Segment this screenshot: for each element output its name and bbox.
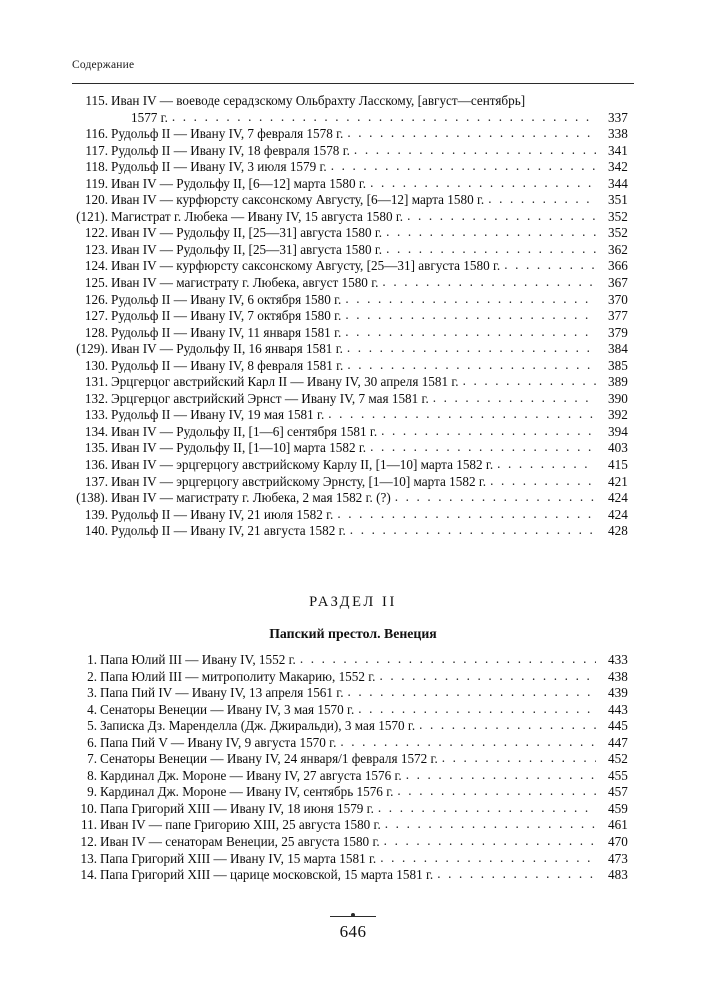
toc-entry-number: (138). <box>76 490 108 506</box>
toc-leader-dots <box>347 340 596 357</box>
toc-leader-dots <box>433 390 596 407</box>
toc-entry-number: 9. <box>87 784 97 800</box>
toc-entry-title: Иван IV — Рудольфу II, [25—31] августа 1580 г. <box>111 241 383 257</box>
toc-entry-number: 126. <box>84 291 108 307</box>
toc-entry[interactable] <box>72 292 634 309</box>
toc-leader-dots <box>328 406 596 423</box>
toc-entry-number: 1. <box>87 652 97 667</box>
toc-entry-number: 7. <box>87 751 97 767</box>
toc-entry[interactable] <box>72 143 634 160</box>
toc-entry-title: Иван IV — воеводе серадзскому Ольбрахту Ласскому, [август—сентябрь] <box>111 93 526 108</box>
toc-entry[interactable] <box>72 834 634 851</box>
toc-entry[interactable] <box>72 768 634 785</box>
toc-entry-page-number: 433 <box>608 652 628 667</box>
toc-entry-title: Рудольф II — Ивану IV, 3 июля 1579 г. <box>111 159 327 175</box>
toc-entry-number: 131. <box>84 374 108 390</box>
toc-entry-title: Сенаторы Венеции — Ивану IV, 24 января/1 февраля 1572 г. <box>100 751 438 767</box>
toc-entry-title: Кардинал Дж. Мороне — Ивану IV, 27 августа 1576 г. <box>100 767 402 783</box>
toc-leader-dots <box>463 373 596 390</box>
toc-entry[interactable] <box>72 867 634 884</box>
toc-entry[interactable] <box>72 685 634 702</box>
toc-entry-page-number: 438 <box>608 668 628 684</box>
toc-entry[interactable] <box>72 374 634 391</box>
toc-entry-number: 122. <box>84 225 108 241</box>
toc-entry-number: 14. <box>80 867 97 883</box>
toc-entry-title: Иван IV — Рудольфу II, 16 января 1581 г. <box>111 341 343 357</box>
toc-entry-title: Рудольф II — Ивану IV, 6 октября 1580 г. <box>111 291 342 307</box>
toc-entry-number: 125. <box>84 275 108 291</box>
toc-entry[interactable] <box>72 718 634 735</box>
toc-entry-page-number: 394 <box>608 423 628 439</box>
toc-entry-title: Рудольф II — Ивану IV, 7 октября 1580 г. <box>111 308 342 324</box>
toc-entry[interactable] <box>72 817 634 834</box>
toc-entry[interactable] <box>72 424 634 441</box>
toc-entry-page-number: 390 <box>608 390 628 406</box>
folio-ornament-icon <box>330 912 376 921</box>
toc-entry-page-number: 392 <box>608 407 628 423</box>
toc-entry-title: Рудольф II — Ивану IV, 8 февраля 1581 г. <box>111 357 344 373</box>
toc-leader-dots <box>395 489 596 506</box>
toc-entry-title: Магистрат г. Любека — Ивану IV, 15 августа 1580 г. <box>111 208 404 224</box>
toc-leader-dots <box>381 423 596 440</box>
toc-leader-dots <box>354 142 596 159</box>
toc-entry-number: 128. <box>84 324 108 340</box>
toc-leader-dots <box>497 456 596 473</box>
toc-entry-number: 140. <box>84 523 108 539</box>
toc-entry[interactable] <box>72 440 634 457</box>
toc-leader-dots <box>370 175 596 192</box>
toc-entry-continuation[interactable] <box>72 110 634 127</box>
toc-entry-title: Папа Григорий XIII — Ивану IV, 18 июня 1579 г. <box>100 800 374 816</box>
toc-entry-page-number: 428 <box>608 523 628 539</box>
toc-entry-title: Записка Дз. Маренделла (Дж. Джиральди), 3 мая 1570 г. <box>100 718 416 734</box>
toc-entry-number: (121). <box>76 208 108 224</box>
toc-entry-page-number: 424 <box>608 506 628 522</box>
toc-entry-number: 11. <box>81 817 97 833</box>
toc-entry-title: Иван IV — магистрату г. Любека, август 1580 г. <box>111 275 379 291</box>
toc-entry-title: Иван IV — сенаторам Венеции, 25 августа 1580 г. <box>100 834 380 850</box>
toc-entry-number: 117. <box>85 142 108 158</box>
toc-leader-dots <box>437 866 596 883</box>
toc-entry[interactable] <box>72 225 634 242</box>
toc-entry-number: 116. <box>85 126 108 142</box>
toc-entry-title: Иван IV — папе Григорию XIII, 25 августа 1580 г. <box>100 817 381 833</box>
toc-entry[interactable] <box>72 341 634 358</box>
toc-entry-page-number: 367 <box>608 275 628 291</box>
toc-entry[interactable] <box>72 490 634 507</box>
toc-leader-dots <box>397 783 596 800</box>
toc-entry-title: Сенаторы Венеции — Ивану IV, 3 мая 1570 г. <box>100 701 355 717</box>
toc-leader-dots <box>337 506 596 523</box>
toc-entry-title: Рудольф II — Ивану IV, 21 июля 1582 г. <box>111 506 334 522</box>
toc-entry-title: Рудольф II — Ивану IV, 7 февраля 1578 г. <box>111 126 344 142</box>
toc-entry-title: Папа Юлий III — митрополиту Макарию, 1552 г. <box>100 668 376 684</box>
toc-entry[interactable] <box>72 784 634 801</box>
toc-entry-number: 5. <box>87 718 97 734</box>
toc-entry-title: Иван IV — Рудольфу II, [6—12] марта 1580 г. <box>111 175 367 191</box>
toc-entry-title: Папа Пий V — Ивану IV, 9 августа 1570 г. <box>100 734 337 750</box>
toc-leader-dots <box>347 125 596 142</box>
toc-entry-number: 139. <box>84 506 108 522</box>
toc-leader-dots <box>172 109 596 126</box>
toc-entry[interactable] <box>72 176 634 193</box>
toc-leader-dots <box>331 158 596 175</box>
toc-entry[interactable] <box>72 308 634 325</box>
toc-entry-number: 6. <box>87 734 97 750</box>
toc-entry[interactable] <box>72 242 634 259</box>
toc-list-part-two <box>72 652 634 884</box>
toc-entry-page-number: 341 <box>608 142 628 158</box>
part-subheading: Папский престол. Венеция <box>269 626 437 641</box>
toc-entry-page-number: 439 <box>608 685 628 701</box>
toc-entry-title: Папа Пий IV — Ивану IV, 13 апреля 1561 г. <box>100 685 344 701</box>
toc-entry-title: Иван IV — курфюрсту саксонскому Августу, [6—12] марта 1580 г. <box>111 192 485 208</box>
toc-leader-dots <box>419 717 596 734</box>
toc-entry-page-number: 452 <box>608 751 628 767</box>
toc-entry-page-number: 377 <box>608 308 628 324</box>
toc-entry[interactable] <box>72 275 634 292</box>
toc-entry[interactable] <box>72 325 634 342</box>
toc-entry[interactable] <box>72 751 634 768</box>
toc-entry[interactable] <box>72 93 634 110</box>
toc-entry-page-number: 338 <box>608 126 628 142</box>
toc-entry-number: 13. <box>80 850 97 866</box>
toc-entry-title: Иван IV — Рудольфу II, [1—6] сентября 1581 г. <box>111 423 378 439</box>
toc-leader-dots <box>340 734 596 751</box>
toc-entry-page-number: 370 <box>608 291 628 307</box>
toc-entry-title: Рудольф II — Ивану IV, 21 августа 1582 г. <box>111 523 346 539</box>
toc-entry-page-number: 457 <box>608 784 628 800</box>
toc-entry-page-number: 366 <box>608 258 628 274</box>
toc-entry-number: 3. <box>87 685 97 701</box>
toc-entry[interactable] <box>72 507 634 524</box>
toc-entry-page-number: 447 <box>608 734 628 750</box>
folio <box>0 912 706 942</box>
toc-leader-dots <box>442 750 596 767</box>
toc-entry-title: Иван IV — эрцгерцогу австрийскому Карлу II, [1—10] марта 1582 г. <box>111 457 494 473</box>
toc-leader-dots <box>407 208 596 225</box>
toc-leader-dots <box>488 191 596 208</box>
toc-entry-number: 135. <box>84 440 108 456</box>
toc-entry-page-number: 483 <box>608 867 628 883</box>
toc-leader-dots <box>384 833 596 850</box>
toc-entry[interactable] <box>72 801 634 818</box>
toc-leader-dots <box>370 439 596 456</box>
toc-entry[interactable] <box>72 851 634 868</box>
toc-entry-page-number: 352 <box>608 208 628 224</box>
toc-leader-dots <box>386 224 596 241</box>
toc-leader-dots <box>490 473 596 490</box>
toc-entry-page-number: 351 <box>608 192 628 208</box>
toc-entry-page-number: 459 <box>608 800 628 816</box>
running-head <box>72 58 634 72</box>
toc-entry-title: Эрцгерцог австрийский Эрнст — Ивану IV, 7 мая 1581 г. <box>111 390 429 406</box>
toc-entry-title: Иван IV — магистрату г. Любека, 2 мая 1582 г. (?) <box>111 490 391 506</box>
toc-entry-page-number: 362 <box>608 241 628 257</box>
toc-entry-number: 134. <box>84 423 108 439</box>
toc-entry-title: Рудольф II — Ивану IV, 19 мая 1581 г. <box>111 407 325 423</box>
folio-number: 646 <box>339 922 367 941</box>
toc-entry[interactable] <box>72 474 634 491</box>
toc-leader-dots <box>358 701 596 718</box>
toc-entry-number: 137. <box>84 473 108 489</box>
toc-leader-dots <box>379 668 596 685</box>
toc-entry-number: 123. <box>84 241 108 257</box>
toc-entry-number: 120. <box>84 192 108 208</box>
toc-leader-dots <box>300 651 596 668</box>
toc-entry-number: 115. <box>85 93 108 108</box>
running-head-rule <box>72 83 634 84</box>
toc-entry-page-number: 461 <box>608 817 628 833</box>
toc-leader-dots <box>504 257 596 274</box>
toc-entry-page-number: 384 <box>608 341 628 357</box>
toc-entry-title: Рудольф II — Ивану IV, 11 января 1581 г. <box>111 324 342 340</box>
running-head-label: Содержание <box>72 59 135 71</box>
toc-entry-page-number: 415 <box>608 457 628 473</box>
toc-entry-page-number: 403 <box>608 440 628 456</box>
toc-entry-title: Иван IV — Рудольфу II, [25—31] августа 1580 г. <box>111 225 383 241</box>
toc-entry-page-number: 470 <box>608 834 628 850</box>
toc-entry[interactable] <box>72 735 634 752</box>
toc-entry-title: Иван IV — курфюрсту саксонскому Августу, [25—31] августа 1580 г. <box>111 258 501 274</box>
toc-entry[interactable] <box>72 702 634 719</box>
toc-entry-number: 10. <box>80 800 97 816</box>
toc-leader-dots <box>345 307 596 324</box>
toc-entry[interactable] <box>72 523 634 540</box>
toc-entry[interactable] <box>72 258 634 275</box>
toc-leader-dots <box>345 324 596 341</box>
toc-entry-title: Папа Григорий XIII — Ивану IV, 15 марта 1581 г. <box>100 850 377 866</box>
toc-entry-page-number: 342 <box>608 159 628 175</box>
toc-entry-page-number: 352 <box>608 225 628 241</box>
toc-entry-page-number: 344 <box>608 175 628 191</box>
toc-entry-number: 130. <box>84 357 108 373</box>
toc-entry-title: Иван IV — эрцгерцогу австрийскому Эрнсту, [1—10] марта 1582 г. <box>111 473 487 489</box>
toc-entry-page-number: 385 <box>608 357 628 373</box>
toc-leader-dots <box>345 291 596 308</box>
toc-list-part-one <box>72 93 634 540</box>
toc-entry-number: 4. <box>87 701 97 717</box>
toc-entry-number: 8. <box>87 767 97 783</box>
toc-entry[interactable] <box>72 407 634 424</box>
toc-entry-number: 124. <box>84 258 108 274</box>
toc-entry-page-number: 379 <box>608 324 628 340</box>
toc-entry-title: Иван IV — Рудольфу II, [1—10] марта 1582 г. <box>111 440 367 456</box>
toc-entry-title: Кардинал Дж. Мороне — Ивану IV, сентябрь 1576 г. <box>100 784 394 800</box>
toc-entry-page-number: 389 <box>608 374 628 390</box>
toc-entry[interactable] <box>72 159 634 176</box>
toc-entry[interactable] <box>72 126 634 143</box>
toc-entry[interactable] <box>72 209 634 226</box>
toc-leader-dots <box>380 850 596 867</box>
part-heading: РАЗДЕЛ II <box>309 594 397 610</box>
toc-entry-number: 118. <box>85 159 108 175</box>
toc-entry[interactable] <box>72 358 634 375</box>
toc-entry-title: Эрцгерцог австрийский Карл II — Ивану IV, 30 апреля 1581 г. <box>111 374 459 390</box>
toc-leader-dots <box>347 357 596 374</box>
toc-entry-number: 127. <box>84 308 108 324</box>
toc-entry[interactable] <box>72 457 634 474</box>
toc-entry-page-number: 421 <box>608 473 628 489</box>
toc-entry[interactable] <box>72 669 634 686</box>
toc-leader-dots <box>386 241 596 258</box>
toc-entry-title: Папа Юлий III — Ивану IV, 1552 г. <box>100 652 296 667</box>
toc-entry-page-number: 445 <box>608 718 628 734</box>
toc-entry-page-number: 337 <box>608 109 628 125</box>
toc-entry-number: 132. <box>84 390 108 406</box>
toc-leader-dots <box>350 522 596 539</box>
toc-entry-page-number: 455 <box>608 767 628 783</box>
toc-entry-page-number: 424 <box>608 490 628 506</box>
toc-entry-number: (129). <box>76 341 108 357</box>
toc-leader-dots <box>348 684 597 701</box>
toc-entry-title: Папа Григорий XIII — царице московской, 15 марта 1581 г. <box>100 867 434 883</box>
toc-entry-number: 12. <box>80 834 97 850</box>
toc-leader-dots <box>406 767 596 784</box>
toc-entry-number: 136. <box>84 457 108 473</box>
toc-leader-dots <box>378 800 596 817</box>
toc-entry[interactable] <box>72 391 634 408</box>
toc-leader-dots <box>382 274 596 291</box>
toc-entry[interactable] <box>72 192 634 209</box>
toc-entry-title-continuation: 1577 г. <box>131 109 168 125</box>
toc-entry-page-number: 473 <box>608 850 628 866</box>
toc-entry-title: Рудольф II — Ивану IV, 18 февраля 1578 г. <box>111 142 350 158</box>
toc-entry-number: 2. <box>87 668 97 684</box>
toc-entry-number: 133. <box>84 407 108 423</box>
toc-entry[interactable] <box>72 652 634 669</box>
toc-leader-dots <box>385 816 596 833</box>
toc-entry-page-number: 443 <box>608 701 628 717</box>
toc-entry-number: 119. <box>85 175 108 191</box>
